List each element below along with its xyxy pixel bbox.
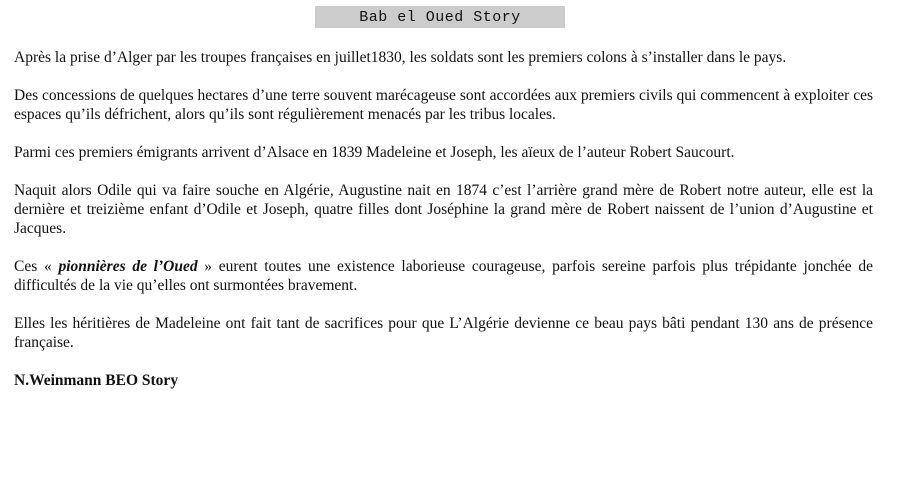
- paragraph-family: Naquit alors Odile qui va faire souche en Algérie, Augustine nait en 1874 c’est l’arrière grand mère de Robert notre auteur, elle est la dernière et treizième enfant d’Odile et Joseph, quatre filles dont Joséphine la grand mère de Robert naissent de l’union d’Augustine et Jacques.: [14, 182, 873, 237]
- document-body: [14, 48, 873, 390]
- pioneers-emphasis: pionnières de l’Oued: [58, 258, 198, 275]
- paragraph-concessions: Des concessions de quelques hectares d’une terre souvent marécageuse sont accordées aux premiers civils qui commencent à exploiter ces espaces qu’ils défrichent, alors qu’ils sont régulièrement menacés par les tribus locales.: [14, 87, 873, 123]
- paragraph-heritage: Elles les héritières de Madeleine ont fait tant de sacrifices pour que L’Algérie devienne ce beau pays bâti pendant 130 ans de présence française.: [14, 315, 873, 351]
- paragraph-emigrants: Parmi ces premiers émigrants arrivent d’Alsace en 1839 Madeleine et Joseph, les aïeux de l’auteur Robert Saucourt.: [14, 144, 735, 161]
- paragraph-conquest: Après la prise d’Alger par les troupes françaises en juillet1830, les soldats sont les premiers colons à s’installer dans le pays.: [14, 49, 787, 66]
- page-title: Bab el Oued Story: [359, 8, 521, 26]
- paragraph-pioneers: [14, 257, 873, 295]
- title-banner: [315, 6, 565, 28]
- pioneers-rest: » eurent toutes une existence laborieuse courageuse, parfois sereine parfois plus trépidante jonchée de difficultés de la vie qu’elles ont surmontées bravement.: [14, 258, 874, 294]
- author-signature: N.Weinmann BEO Story: [14, 372, 179, 389]
- pioneers-intro: Ces «: [14, 258, 59, 275]
